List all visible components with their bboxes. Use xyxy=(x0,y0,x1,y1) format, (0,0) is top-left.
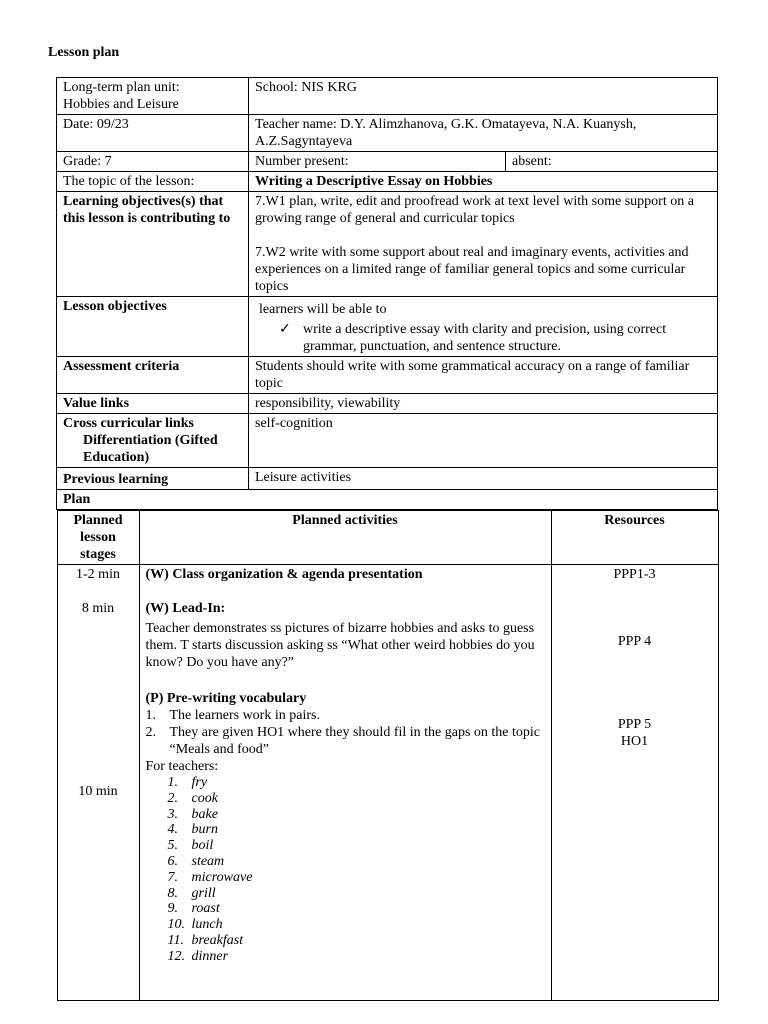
list-item: 2. cook xyxy=(167,790,218,806)
unit-value: Hobbies and Leisure xyxy=(63,97,179,112)
previous-learning-label: Previous learning xyxy=(63,472,169,487)
topic-value-cell xyxy=(249,172,718,192)
lesson-objectives-intro: learners will be able to xyxy=(259,302,387,317)
document-title: Lesson plan xyxy=(48,45,120,60)
topic-value: Writing a Descriptive Essay on Hobbies xyxy=(255,174,493,189)
stages-header: Planned lesson stages xyxy=(57,511,139,565)
list-item: 1. fry xyxy=(167,775,208,790)
cross-curricular-value: self-cognition xyxy=(255,416,333,431)
list-item: 11. breakfast xyxy=(167,932,244,948)
grade-cell xyxy=(57,152,249,172)
learning-objectives-cell xyxy=(249,192,718,297)
learning-objective-2: 7.W2 write with some support about real and imaginary events, activities and experiences on a limited range of familiar general topics and some curricular topics xyxy=(255,245,689,294)
checkmark-icon: ✓ xyxy=(279,322,291,337)
lesson-objectives-label-cell xyxy=(57,297,249,357)
learning-objectives-label: Learning objectives(s) that this lesson is contributing to xyxy=(63,194,231,226)
activities-header: Planned activities xyxy=(139,511,551,565)
value-links-label: Value links xyxy=(63,396,130,411)
activity-3-title: (P) Pre-writing vocabulary xyxy=(145,691,307,706)
time-3: 10 min xyxy=(78,784,118,799)
lesson-objectives-cell xyxy=(249,297,718,357)
number-present-cell xyxy=(249,152,506,172)
resources-cell xyxy=(551,565,718,1001)
list-item: 10. lunch xyxy=(167,917,223,933)
activity-3-steps xyxy=(146,707,545,758)
lesson-objectives-label: Lesson objectives xyxy=(63,299,167,314)
plan-heading: Plan xyxy=(63,492,91,507)
list-item: 12. dinner xyxy=(167,948,229,964)
list-item: 4. burn xyxy=(167,822,218,838)
resources-header: Resources xyxy=(551,511,718,565)
unit-cell xyxy=(57,78,249,115)
teacher-cell xyxy=(249,115,718,152)
activity-2-title: (W) Lead-In: xyxy=(145,601,226,616)
unit-label: Long-term plan unit: xyxy=(63,80,180,95)
previous-learning-value: Leisure activities xyxy=(255,470,352,485)
time-1: 1-2 min xyxy=(76,567,120,582)
list-item: 2. They are given HO1 where they should fil in the gaps on the topic “Meals and food” xyxy=(145,725,541,757)
lesson-objective-item xyxy=(255,321,711,355)
resource-2: PPP 4 xyxy=(617,634,652,649)
cross-curricular-label-cell xyxy=(57,414,249,468)
list-item: 5. boil xyxy=(167,838,214,854)
assessment-cell xyxy=(249,357,718,394)
learning-objective-1: 7.W1 plan, write, edit and proofread work at text level with some support on a growing range of general and curricular topics xyxy=(255,194,694,226)
value-links-label-cell xyxy=(57,394,249,414)
learning-objectives-label-cell xyxy=(57,192,249,297)
for-teachers-label: For teachers: xyxy=(145,759,219,774)
previous-learning-label-cell xyxy=(57,468,249,490)
assessment-value: Students should write with some grammatical accuracy on a range of familiar topic xyxy=(255,359,690,391)
lesson-plan-table xyxy=(56,77,718,1001)
cross-curricular-label: Cross curricular links xyxy=(63,416,194,431)
previous-learning-cell xyxy=(249,468,718,490)
cross-curricular-cell xyxy=(249,414,718,468)
list-item: 1. The learners work in pairs. xyxy=(145,708,320,723)
teacher-line-1: Teacher name: D.Y. Alimzhanova, G.K. Omatayeva, N.A. Kuanysh, xyxy=(255,117,637,132)
activity-2-text: Teacher demonstrates ss pictures of bizarre hobbies and asks to guess them. T starts discussion asking ss “What other weird hobbies do you know? Do you have any?” xyxy=(145,621,535,670)
lesson-objective-text: write a descriptive essay with clarity and precision, using correct grammar, punctuation, and sentence structure. xyxy=(303,322,667,354)
plan-table xyxy=(57,510,719,1001)
resource-1: PPP1-3 xyxy=(613,567,656,582)
activities-cell xyxy=(139,565,551,1001)
value-links-cell xyxy=(249,394,718,414)
differentiation-label: Differentiation (Gifted Education) xyxy=(83,433,218,465)
plan-heading-cell xyxy=(57,490,718,510)
date-cell xyxy=(57,115,249,152)
plan-container xyxy=(57,510,718,1002)
topic-label-cell xyxy=(57,172,249,192)
absent-cell xyxy=(506,152,718,172)
grade-value: Grade: 7 xyxy=(63,154,112,169)
number-present-label: Number present: xyxy=(255,154,349,169)
topic-label: The topic of the lesson: xyxy=(63,174,195,189)
list-item: 7. microwave xyxy=(167,869,253,885)
list-item: 9. roast xyxy=(167,901,220,917)
teacher-line-2: A.Z.Sagyntayeva xyxy=(255,134,353,149)
list-item: 8. grill xyxy=(167,885,216,901)
resource-3b: HO1 xyxy=(620,734,649,749)
school-value: School: NIS KRG xyxy=(255,80,357,95)
activity-1-title: (W) Class organization & agenda presentation xyxy=(145,567,423,582)
value-links-value: responsibility, viewability xyxy=(255,396,401,411)
stages-cell xyxy=(57,565,139,1001)
list-item: 3. bake xyxy=(167,806,218,822)
list-item: 6. steam xyxy=(167,853,225,869)
date-value: Date: 09/23 xyxy=(63,117,129,132)
school-cell xyxy=(249,78,718,115)
time-2: 8 min xyxy=(81,601,115,616)
assessment-label-cell xyxy=(57,357,249,394)
vocabulary-list xyxy=(146,775,545,965)
resource-3a: PPP 5 xyxy=(617,717,652,732)
absent-label: absent: xyxy=(512,154,552,169)
assessment-label: Assessment criteria xyxy=(63,359,180,374)
